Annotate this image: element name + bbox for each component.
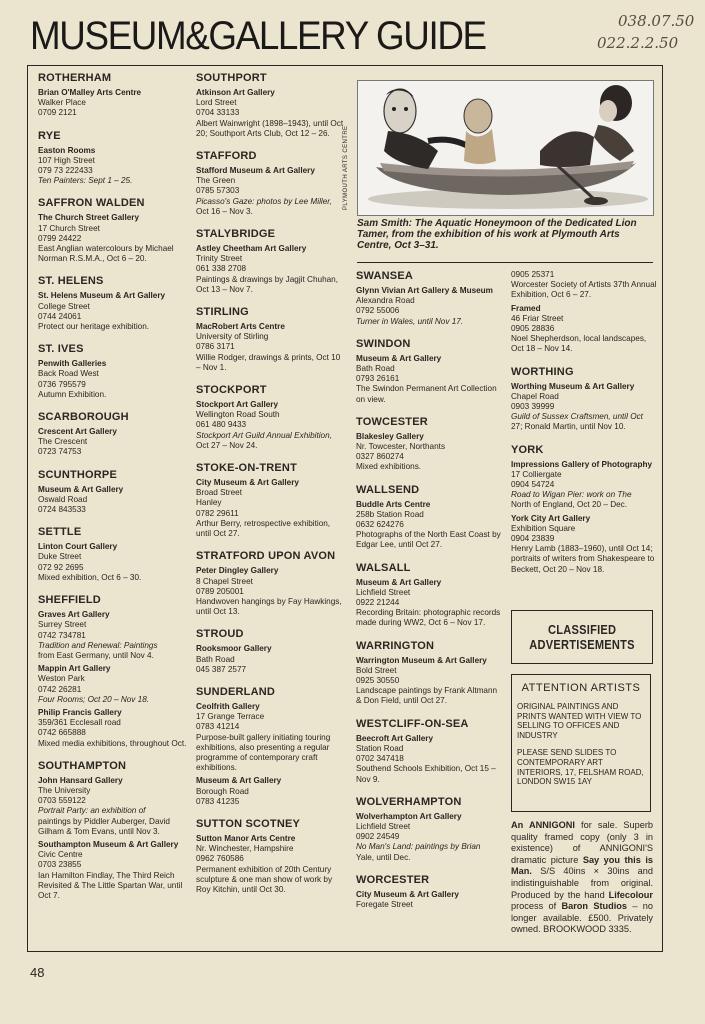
venue-detail: 0632 624276 xyxy=(356,520,404,530)
venue xyxy=(38,359,188,400)
venue-detail: University of Stirling xyxy=(196,332,269,342)
venue xyxy=(356,890,504,910)
town-heading: SOUTHAMPTON xyxy=(38,759,127,772)
venue xyxy=(38,542,188,583)
attention-artists-ad xyxy=(511,674,651,812)
venue xyxy=(511,270,657,301)
venue-detail: Recording Britain: photographic records made during WW2, Oct 6 – Nov 17. xyxy=(356,608,501,628)
venue-detail: Permanent exhibition of 20th Century sculpture & one man show of work by Roy Kitchin, until Oct 30. xyxy=(196,864,333,894)
venue-detail: 0742 665888 xyxy=(38,728,86,738)
venue xyxy=(356,578,504,629)
exhibition-detail: Yale, until Dec. xyxy=(356,852,411,862)
page-number: 48 xyxy=(30,965,45,980)
town-heading: STOCKPORT xyxy=(196,384,267,397)
venue-detail: Borough Road xyxy=(196,786,249,796)
venue-detail: Bath Road xyxy=(196,654,235,664)
venue-name: City Museum & Art Gallery xyxy=(196,478,299,488)
venue-detail: Surrey Street xyxy=(38,620,87,630)
venue-name: Museum & Art Gallery xyxy=(356,577,442,587)
guide-entry xyxy=(196,818,344,895)
venue-detail: 8 Chapel Street xyxy=(196,576,253,586)
venue-detail: 0902 24549 xyxy=(356,832,400,842)
attention-paragraph-1: ORIGINAL PAINTINGS AND PRINTS WANTED WITH VIEW TO SELLING TO OFFICES AND INDUSTRY xyxy=(517,701,642,741)
column-3 xyxy=(356,270,504,921)
guide-entry xyxy=(356,796,504,863)
venue-detail: 0905 25371 xyxy=(511,270,555,279)
venue-name: Graves Art Gallery xyxy=(38,610,110,620)
venue-name: Museum & Art Gallery xyxy=(196,776,282,786)
venue-detail: Civic Centre xyxy=(38,850,83,860)
venue-name: Easton Rooms xyxy=(38,145,96,155)
venue-detail: Arthur Berry, retrospective exhibition, until Oct 27. xyxy=(196,518,331,539)
exhibition-detail: 27; Ronald Martin, until Nov 10. xyxy=(511,422,626,432)
annigoni-text-4: – no longer available. £500. Privately owned. BROOKWOOD 3335. xyxy=(511,901,653,935)
exhibition-detail: North of England, Oct 20 – Dec. xyxy=(511,500,628,510)
venue-detail: 045 387 2577 xyxy=(196,664,247,674)
guide-entry xyxy=(511,270,657,355)
exhibition-detail: Oct 27 – Nov 24. xyxy=(196,440,258,450)
venue xyxy=(356,734,504,785)
town-heading: ST. HELENS xyxy=(38,275,104,288)
venue xyxy=(38,664,188,705)
venue-name: Philip Francis Gallery xyxy=(38,707,122,717)
venue-detail: 0904 23839 xyxy=(511,534,555,544)
venue-detail: Noel Shepherdson, local landscapes, Oct 18 – Nov 14. xyxy=(511,334,647,354)
venue-detail: Willie Rodger, drawings & prints, Oct 10 – Nov 1. xyxy=(196,352,341,372)
venue xyxy=(196,834,344,895)
venue-name: Blakesley Gallery xyxy=(356,431,424,441)
venue-name: Beecroft Art Gallery xyxy=(356,733,434,743)
venue xyxy=(38,291,188,332)
venue-detail: 0742 734781 xyxy=(38,630,86,640)
photo-credit: PLYMOUTH ARTS CENTRE xyxy=(343,125,349,210)
annigoni-text-1: for sale. Superb quality framed copy (only 3 in existence) of ANNIGONI'S dramatic picture xyxy=(511,820,653,865)
venue-detail: Broad Street xyxy=(196,488,242,498)
venue-detail: 0742 26281 xyxy=(38,684,82,694)
venue-detail: Ian Hamilton Findlay, The Third Reich Revisited & The Little Spartan War, until Oct 7. xyxy=(38,870,183,900)
venue-detail: 0792 55006 xyxy=(356,306,400,316)
venue xyxy=(356,812,504,863)
venue-detail: Bath Road xyxy=(356,364,395,374)
town-heading: WARRINGTON xyxy=(356,639,435,652)
guide-entry xyxy=(196,384,344,451)
venue xyxy=(196,702,344,773)
venue xyxy=(356,656,504,707)
venue-name: Stockport Art Gallery xyxy=(196,400,279,410)
venue-detail: 0905 28836 xyxy=(511,324,555,334)
venue-detail: Hanley xyxy=(196,498,222,508)
town-heading: SUNDERLAND xyxy=(196,685,275,698)
venue-detail: Bold Street xyxy=(356,665,397,675)
town-heading: SUTTON SCOTNEY xyxy=(196,817,301,830)
venue-detail: 0962 760586 xyxy=(196,854,244,864)
venue-detail: Exhibition Square xyxy=(511,523,576,533)
guide-entry xyxy=(38,411,188,458)
venue xyxy=(196,566,344,617)
venue-detail: The University xyxy=(38,785,91,795)
venue-detail: 17 Church Street xyxy=(38,223,100,233)
annigoni-ad xyxy=(511,820,653,936)
town-heading: WORTHING xyxy=(511,365,574,378)
venue-detail: Albert Wainwright (1898–1943), until Oct 20; Southport Arts Club, Oct 12 – 26. xyxy=(196,118,344,138)
venue-detail: Nr. Towcester, Northants xyxy=(356,442,446,452)
venue-detail: Paintings & drawings by Jagjit Chuhan, Oct 13 – Nov 7. xyxy=(196,274,338,294)
venue xyxy=(196,644,344,675)
venue-detail: Oswald Road xyxy=(38,494,88,504)
town-heading: SAFFRON WALDEN xyxy=(38,197,145,210)
venue xyxy=(38,485,188,516)
caption-rule xyxy=(357,262,653,263)
guide-entry xyxy=(196,306,344,373)
venue-name: Warrington Museum & Art Gallery xyxy=(356,655,487,665)
venue-detail: College Street xyxy=(38,301,90,311)
venue-detail: 0783 41214 xyxy=(196,722,240,732)
venue-name: Southampton Museum & Art Gallery xyxy=(38,839,179,849)
exhibition-detail: from East Germany, until Nov 4. xyxy=(38,650,154,660)
venue-detail: Chapel Road xyxy=(511,391,559,401)
town-heading: SOUTHPORT xyxy=(196,72,267,84)
guide-entry xyxy=(196,628,344,675)
venue xyxy=(196,166,344,217)
guide-entry xyxy=(38,343,188,400)
venue-name: Museum & Art Gallery xyxy=(38,484,124,494)
venue xyxy=(196,322,344,373)
venue-detail: 107 High Street xyxy=(38,155,95,165)
venue-name: MacRobert Arts Centre xyxy=(196,322,285,332)
venue-name: Wolverhampton Art Gallery xyxy=(356,811,462,821)
venue-detail: 0925 30550 xyxy=(356,676,400,686)
guide-entry xyxy=(196,462,344,539)
guide-entry xyxy=(356,484,504,551)
venue-detail: Alexandra Road xyxy=(356,296,415,306)
venue-detail: Worcester Society of Artists 37th Annual Exhibition, Oct 6 – 27. xyxy=(511,280,657,300)
venue-detail: 0903 39999 xyxy=(511,402,555,412)
town-heading: WOLVERHAMPTON xyxy=(356,795,462,808)
guide-entry xyxy=(356,338,504,405)
venue-detail: 0703 23855 xyxy=(38,860,82,870)
exhibition-title: Tradition and Renewal: Paintings xyxy=(38,640,158,650)
guide-entry xyxy=(196,550,344,617)
venue-name: Stafford Museum & Art Gallery xyxy=(196,166,315,176)
venue xyxy=(196,478,344,539)
town-heading: RYE xyxy=(38,129,61,142)
venue xyxy=(356,500,504,551)
exhibition-title: Ten Painters: Sept 1 – 25. xyxy=(38,176,133,186)
exhibition-title: Road to Wigan Pier: work on The xyxy=(511,490,632,500)
venue-name: Astley Cheetham Art Gallery xyxy=(196,244,307,254)
exhibition-detail: Oct 16 – Nov 3. xyxy=(196,206,253,216)
guide-entry xyxy=(38,275,188,332)
venue-name: The Church Street Gallery xyxy=(38,213,140,223)
town-heading: STAFFORD xyxy=(196,150,257,163)
venue-detail: Lichfield Street xyxy=(356,587,411,597)
venue-detail: 0702 347418 xyxy=(356,754,404,764)
annigoni-lead: An ANNIGONI xyxy=(511,820,575,830)
venue-detail: The Crescent xyxy=(38,437,88,447)
venue xyxy=(38,427,188,458)
venue-detail: Duke Street xyxy=(38,552,82,562)
venue-detail: 0723 74753 xyxy=(38,447,82,457)
town-heading: WALSALL xyxy=(356,561,411,574)
town-heading: STRATFORD UPON AVON xyxy=(196,550,336,563)
venue xyxy=(511,514,657,575)
town-heading: STOKE-ON-TRENT xyxy=(196,462,297,475)
guide-entry xyxy=(196,72,344,139)
venue-detail: 0703 559122 xyxy=(38,796,86,806)
venue-detail: Mixed media exhibitions, throughout Oct. xyxy=(38,738,187,748)
venue-detail: Foregate Street xyxy=(356,899,413,909)
venue xyxy=(511,460,657,511)
venue xyxy=(38,610,188,661)
venue-detail: 0786 3171 xyxy=(196,342,235,352)
venue-name: Glynn Vivian Art Gallery & Museum xyxy=(356,286,493,295)
venue-detail: 079 73 222433 xyxy=(38,166,93,176)
guide-entry xyxy=(196,228,344,295)
town-heading: YORK xyxy=(511,443,544,456)
venue xyxy=(356,432,504,473)
town-heading: SWINDON xyxy=(356,337,411,350)
town-heading: ROTHERHAM xyxy=(38,72,112,84)
annigoni-studio: Baron Studios xyxy=(561,901,628,912)
town-heading: STALYBRIDGE xyxy=(196,228,276,241)
town-heading: WORCESTER xyxy=(356,873,430,886)
venue-detail: Station Road xyxy=(356,743,404,753)
guide-entry xyxy=(38,130,188,187)
venue-name: Brian O'Malley Arts Centre xyxy=(38,88,142,97)
guide-entry xyxy=(196,150,344,217)
venue-name: John Hansard Gallery xyxy=(38,775,123,785)
guide-entry xyxy=(38,594,188,749)
town-heading: ST. IVES xyxy=(38,343,84,356)
venue-detail: Autumn Exhibition. xyxy=(38,389,107,399)
venue-detail: Mixed exhibition, Oct 6 – 30. xyxy=(38,572,142,582)
venue-detail: Walker Place xyxy=(38,98,86,108)
venue-name: Impressions Gallery of Photography xyxy=(511,459,653,469)
venue xyxy=(38,213,188,264)
guide-entry xyxy=(196,686,344,807)
venue xyxy=(196,244,344,295)
venue-detail: 061 480 9433 xyxy=(196,420,247,430)
venue-detail: 0904 54724 xyxy=(511,480,555,490)
town-heading: SCARBOROUGH xyxy=(38,411,129,424)
guide-entry xyxy=(356,416,504,473)
venue-detail: 0789 205001 xyxy=(196,586,244,596)
exhibition-title: Portrait Party: an exhibition of xyxy=(38,806,146,816)
venue-name: Penwith Galleries xyxy=(38,359,107,369)
venue-name: Crescent Art Gallery xyxy=(38,427,117,437)
guide-entry xyxy=(356,270,504,327)
venue xyxy=(38,146,188,187)
venue xyxy=(356,286,504,327)
venue-detail: 0327 860274 xyxy=(356,452,404,462)
town-heading: STROUD xyxy=(196,628,244,641)
venue-detail: Henry Lamb (1883–1960), until Oct 14; portraits of writers from Shakespeare to Beckett, Oct 20 – Nov 18. xyxy=(511,544,655,574)
venue-name: Framed xyxy=(511,303,541,313)
venue-detail: 0704 33133 xyxy=(196,108,240,118)
venue-detail: 0783 41235 xyxy=(196,796,240,806)
venue-detail: Trinity Street xyxy=(196,254,243,264)
town-heading: WALLSEND xyxy=(356,483,420,496)
photo-caption: Sam Smith: The Aquatic Honeymoon of the Dedicated Lion Tamer, from the exhibition of his work at Plymouth Arts Centre, Oct 3–31. xyxy=(357,218,637,252)
venue-name: Rooksmoor Gallery xyxy=(196,644,272,654)
venue xyxy=(356,354,504,405)
venue-detail: Lichfield Street xyxy=(356,821,411,831)
venue-detail: 258b Station Road xyxy=(356,509,424,519)
venue-detail: Landscape paintings by Frank Altmann & Don Field, until Oct 27. xyxy=(356,686,498,706)
guide-entry xyxy=(38,760,188,901)
town-heading: STIRLING xyxy=(196,306,249,319)
venue-name: Buddle Arts Centre xyxy=(356,499,431,509)
venue-detail: 061 338 2708 xyxy=(196,264,247,274)
venue-name: York City Art Gallery xyxy=(511,513,591,523)
venue-detail: 0709 2121 xyxy=(38,108,77,118)
venue-detail: 17 Colliergate xyxy=(511,469,562,479)
annigoni-title: Say you this is Man. xyxy=(511,854,653,877)
venue-name: Atkinson Art Gallery xyxy=(196,88,275,97)
guide-entry xyxy=(356,874,504,910)
venue-detail: Purpose-built gallery initiating touring exhibitions, also presenting a regular programme of contemporary craft exhibitions. xyxy=(196,732,331,773)
venue-detail: 0782 29611 xyxy=(196,508,239,518)
venue xyxy=(38,776,188,837)
venue-detail: Lord Street xyxy=(196,98,237,108)
exhibition-title: Picasso's Gaze: photos by Lee Miller, xyxy=(196,196,332,206)
annigoni-text-3: process of xyxy=(511,901,562,912)
venue-name: Worthing Museum & Art Gallery xyxy=(511,381,635,391)
town-heading: SHEFFIELD xyxy=(38,594,101,607)
classified-banner xyxy=(511,610,653,664)
venue-detail: 072 92 2695 xyxy=(38,562,84,572)
venue xyxy=(38,88,188,119)
guide-entry xyxy=(38,72,188,119)
guide-entry xyxy=(356,640,504,707)
town-heading: SCUNTHORPE xyxy=(38,468,118,481)
venue-detail: 0922 21244 xyxy=(356,598,400,608)
venue-name: Peter Dingley Gallery xyxy=(196,566,279,576)
page-title: MUSEUM&GALLERY GUIDE xyxy=(30,14,486,58)
venue-detail: The Swindon Permanent Art Collection on view. xyxy=(356,384,497,404)
town-heading: SETTLE xyxy=(38,526,82,539)
venue-detail: 0793 26161 xyxy=(356,374,400,384)
venue-name: Mappin Art Gallery xyxy=(38,664,111,674)
exhibition-title: Four Rooms; Oct 20 – Nov 18. xyxy=(38,694,150,704)
venue-name: Ceolfrith Gallery xyxy=(196,701,260,711)
town-heading: WESTCLIFF-ON-SEA xyxy=(356,717,469,730)
exhibition-title: Guild of Sussex Craftsmen, until Oct xyxy=(511,412,643,422)
venue-name: Linton Court Gallery xyxy=(38,542,118,552)
venue xyxy=(196,88,344,139)
column-4 xyxy=(511,270,657,586)
column-1 xyxy=(38,72,188,912)
venue-detail: East Anglian watercolours by Michael Norman R.S.M.A., Oct 6 – 20. xyxy=(38,244,174,264)
town-heading: TOWCESTER xyxy=(356,415,428,428)
venue-detail: 46 Friar Street xyxy=(511,313,564,323)
guide-entry xyxy=(356,562,504,629)
guide-entry xyxy=(38,197,188,264)
venue-detail: 0744 24061 xyxy=(38,311,82,321)
venue-detail: Weston Park xyxy=(38,674,85,684)
exhibition-title: Stockport Art Guild Annual Exhibition, xyxy=(196,430,332,440)
venue-detail: 359/361 Ecclesall road xyxy=(38,718,121,728)
guide-entry xyxy=(356,718,504,785)
venue-detail: 0799 24422 xyxy=(38,233,82,243)
town-heading: SWANSEA xyxy=(356,270,414,282)
venue xyxy=(511,304,657,355)
guide-entry xyxy=(511,366,657,433)
classified-line-1: CLASSIFIED xyxy=(547,622,617,637)
venue xyxy=(38,840,188,901)
exhibition-title: No Man's Land: paintings by Brian xyxy=(356,842,481,852)
venue-detail: 17 Grange Terrace xyxy=(196,712,265,722)
classified-line-2: ADVERTISEMENTS xyxy=(529,637,635,652)
guide-entry xyxy=(38,469,188,516)
venue-name: St. Helens Museum & Art Gallery xyxy=(38,291,166,301)
venue xyxy=(196,776,344,807)
venue xyxy=(38,708,188,749)
handwritten-note-2: 022.2.2.50 xyxy=(597,34,679,52)
venue-detail: Nr. Winchester, Hampshire xyxy=(196,844,294,854)
exhibit-photo xyxy=(357,80,654,216)
attention-paragraph-2: PLEASE SEND SLIDES TO CONTEMPORARY ART INTERIORS, 17, FELSHAM ROAD, LONDON SW15 1AY xyxy=(517,747,644,787)
venue xyxy=(511,382,657,433)
venue-name: City Museum & Art Gallery xyxy=(356,889,459,899)
guide-entry xyxy=(38,526,188,583)
venue-detail: 0785 57303 xyxy=(196,186,240,196)
annigoni-process: Lifecolour xyxy=(608,889,653,900)
venue-detail: Photographs of the North East Coast by Edgar Lee, until Oct 27. xyxy=(356,530,501,550)
column-2 xyxy=(196,72,344,906)
venue-name: Sutton Manor Arts Centre xyxy=(196,833,296,843)
handwritten-note-1: 038.07.50 xyxy=(618,12,695,30)
venue-detail: Mixed exhibitions. xyxy=(356,462,422,472)
attention-title: ATTENTION ARTISTS xyxy=(521,682,641,694)
venue-detail: Handwoven hangings by Fay Hawkings, until Oct 13. xyxy=(196,596,342,617)
venue-detail: Southend Schools Exhibition, Oct 15 – Nov 9. xyxy=(356,764,496,784)
venue-detail: 0724 843533 xyxy=(38,505,86,515)
exhibition-title: Turner in Wales, until Nov 17. xyxy=(356,316,464,326)
guide-entry xyxy=(511,444,657,575)
venue-detail: Protect our heritage exhibition. xyxy=(38,322,150,332)
exhibition-detail: paintings by Piddler Auberger, David Gilham & Tom Evans, until Nov 3. xyxy=(38,816,170,836)
venue-detail: Back Road West xyxy=(38,369,99,379)
venue-detail: Wellington Road South xyxy=(196,410,280,420)
venue-detail: 0736 795579 xyxy=(38,379,86,389)
venue-detail: The Green xyxy=(196,176,236,186)
venue-name: Museum & Art Gallery xyxy=(356,353,442,363)
boat-sculpture-illustration xyxy=(358,81,653,215)
annigoni-text-2: S/S 40ins × 30ins and indistinguishable from original. Produced by the hand xyxy=(511,866,653,900)
venue xyxy=(196,400,344,451)
